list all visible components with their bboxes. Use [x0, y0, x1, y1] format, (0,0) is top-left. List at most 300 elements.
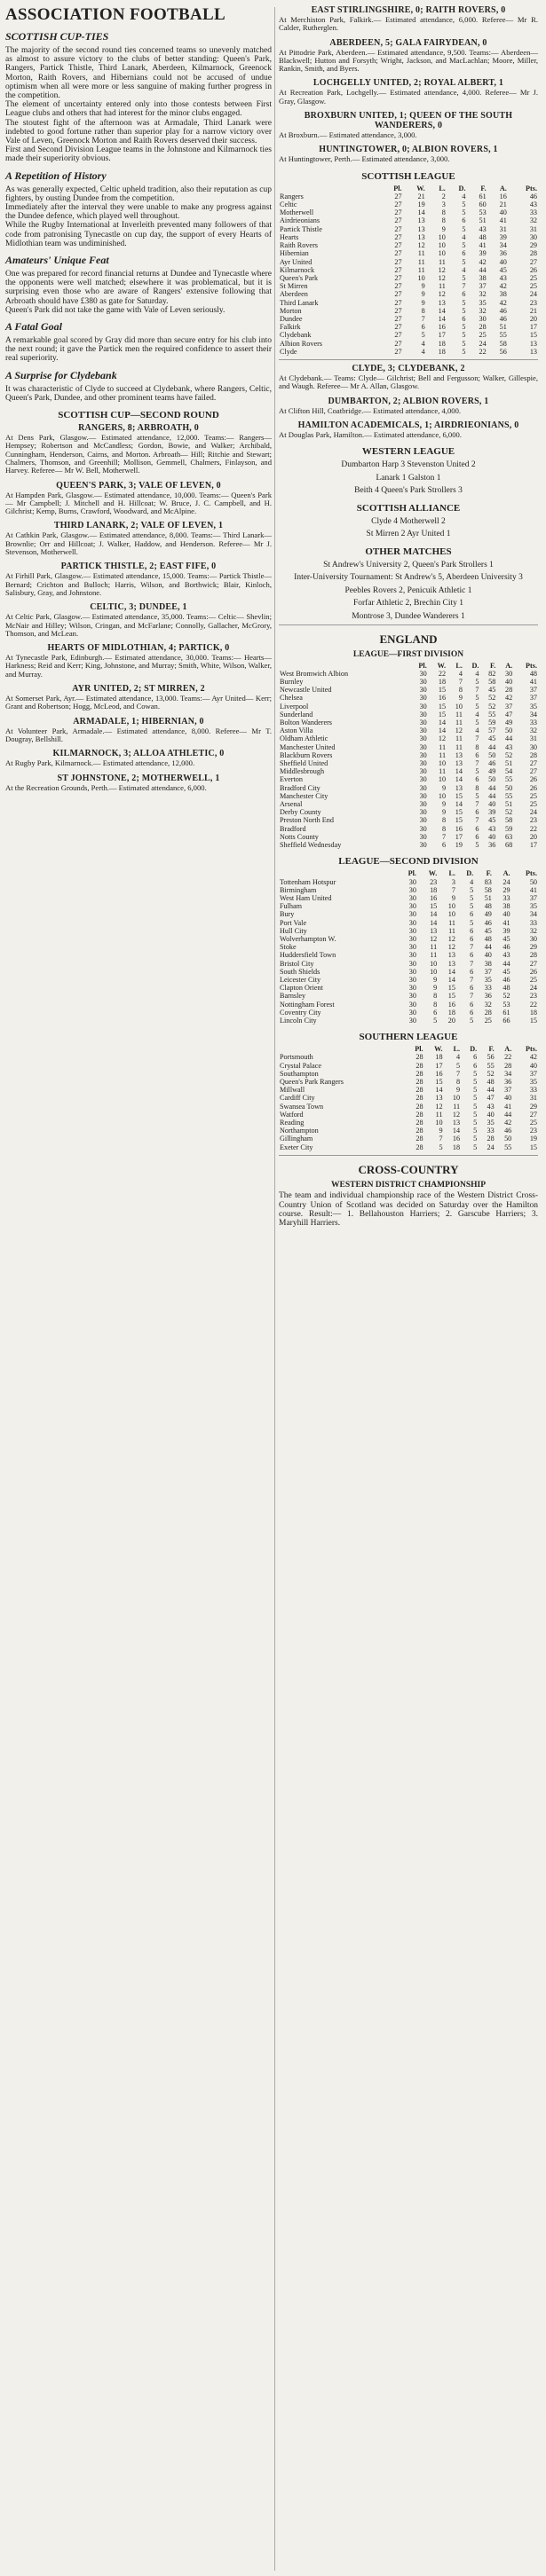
team-name-cell: Celtic [280, 200, 297, 209]
table-row [279, 694, 538, 702]
stat-cell: 32 [484, 1000, 492, 1009]
stat-cell: 20 [529, 832, 537, 841]
stat-cell: 52 [487, 1069, 495, 1078]
stat-cell: 27 [394, 224, 402, 233]
stat-cell: 35 [529, 902, 537, 911]
southern-league-table [279, 1045, 538, 1151]
stat-cell: 15 [447, 984, 455, 993]
stat-cell: 3 [451, 877, 455, 886]
match-report [279, 5, 538, 33]
team-name-cell: Middlesbrough [280, 767, 325, 776]
match-result-title: AYR UNITED, 2; ST MIRREN, 2 [72, 684, 205, 695]
stat-cell: 30 [419, 702, 427, 711]
stat-cell: 7 [470, 959, 474, 968]
team-name-cell: Sunderland [280, 710, 313, 719]
result-line: Clyde 4 Motherwell 2 [371, 516, 446, 526]
team-name-cell: Clydebank [280, 331, 312, 340]
stat-cell: 7 [475, 686, 479, 695]
stat-cell: 8 [475, 742, 479, 751]
england-first-division-subheading: LEAGUE—FIRST DIVISION [352, 650, 464, 660]
stat-cell: 14 [452, 1127, 461, 1135]
stat-cell: 6 [470, 910, 474, 919]
stat-cell: 28 [415, 1118, 423, 1127]
table-header-cell: L. [455, 661, 463, 670]
stat-cell: 11 [430, 951, 438, 960]
stat-cell: 38 [479, 273, 487, 282]
table-row [279, 751, 538, 759]
stat-cell: 56 [499, 347, 507, 356]
table-row [279, 992, 538, 1000]
stat-cell: 24 [487, 1143, 495, 1151]
stat-cell: 5 [475, 791, 479, 800]
table-row [279, 348, 538, 356]
stat-cell: 59 [505, 824, 513, 833]
stat-cell: 28 [504, 1061, 512, 1070]
stat-cell: 43 [505, 742, 513, 751]
team-name-cell: Reading [280, 1118, 305, 1127]
stat-cell: 49 [505, 719, 513, 727]
table-row [279, 734, 538, 742]
stat-cell: 11 [435, 1110, 443, 1119]
stat-cell: 63 [505, 832, 513, 841]
article-paragraph: Queen's Park did not take the game with Vale of Leven seriously. [5, 305, 226, 315]
team-name-cell: Newcastle United [280, 686, 332, 695]
stat-cell: 21 [529, 306, 537, 315]
stat-cell: 55 [505, 775, 513, 784]
article-paragraph: While the Rugby International at Inverleith prevented many followers of that code from patronising Tynecastle on cup day, the support of every Hearts of Midlothian team was undiminished. [5, 221, 272, 248]
table-header-cell: D. [466, 869, 474, 878]
stat-cell: 12 [438, 734, 447, 743]
table-row [279, 1135, 538, 1143]
stat-cell: 14 [435, 1086, 443, 1095]
table-header-cell: L. [448, 869, 455, 878]
table-row [279, 258, 538, 266]
stat-cell: 61 [502, 1008, 510, 1017]
stat-cell: 40 [488, 800, 496, 809]
table-row [279, 878, 538, 886]
team-name-cell: Arsenal [280, 800, 303, 809]
stat-cell: 34 [529, 910, 537, 919]
team-name-cell: Airdrieonians [280, 216, 320, 225]
team-name-cell: Gillingham [280, 1135, 313, 1143]
stat-cell: 58 [488, 678, 496, 687]
stat-cell: 40 [502, 910, 510, 919]
stat-cell: 13 [455, 750, 463, 759]
stat-cell: 53 [479, 208, 487, 217]
stat-cell: 7 [451, 885, 455, 894]
team-name-cell: Crystal Palace [280, 1061, 322, 1070]
stat-cell: 30 [419, 791, 427, 800]
stat-cell: 16 [452, 1135, 461, 1143]
match-result-title: HUNTINGTOWER, 0; ALBION ROVERS, 1 [319, 145, 498, 155]
table-row [279, 192, 538, 200]
stat-cell: 4 [458, 669, 463, 678]
team-name-cell: Bury [280, 910, 295, 919]
table-header-cell: L. [439, 184, 446, 192]
stat-cell: 27 [394, 339, 402, 348]
table-row [279, 225, 538, 233]
stat-cell: 46 [502, 943, 510, 952]
second-division-heading: LEAGUE—SECOND DIVISION [338, 856, 479, 868]
match-result-details: At Rugby Park, Kilmarnock.— Estimated attendance, 12,000. [5, 758, 195, 768]
stat-cell: 38 [484, 959, 492, 968]
stat-cell: 44 [504, 1110, 512, 1119]
table-header-cell [279, 869, 397, 877]
match-report [5, 423, 272, 475]
stat-cell: 30 [408, 877, 416, 886]
table-row [279, 767, 538, 775]
stat-cell: 21 [499, 200, 507, 209]
team-name-cell: Bradford City [280, 783, 320, 792]
table-header-cell: A. [504, 1045, 512, 1054]
stat-cell: 5 [462, 339, 466, 348]
team-name-cell: Tottenham Hotspur [280, 877, 336, 886]
stat-cell: 43 [499, 273, 507, 282]
match-result-details: At Cathkin Park, Glasgow.— Estimated attendance, 8,000. Teams:— Third Lanark— Brownlie; Orr and Hillcoat; J. Walker, Haddow, and Henderson. Referee— Mr J. Stevenson, Motherwell. [5, 530, 272, 557]
stat-cell: 14 [438, 719, 447, 727]
stat-cell: 57 [488, 726, 496, 735]
stat-cell: 45 [502, 967, 510, 976]
match-result-details: At Pittodrie Park, Aberdeen.— Estimated attendance, 9,500. Teams:— Aberdeen— Blackwell; Hutton and Forsyth; Wright, Jackson, and MacLachlan; Moore, Miller, Rankin, Smith, and Byers. [279, 47, 538, 74]
table-row [279, 340, 538, 348]
match-result-details: At Firhill Park, Glasgow.— Estimated attendance, 15,000. Teams:— Partick Thistle— Bernard; Crichton and Bulloch; Harris, Wilson, and Borthwick; Blair, Kinloch, Salisbury, Gray, and Johnstone. [5, 571, 272, 597]
match-result-title: DUMBARTON, 2; ALBION ROVERS, 1 [328, 396, 489, 406]
team-name-cell: Everton [280, 775, 303, 784]
team-name-cell: Aston Villa [280, 726, 313, 735]
stat-cell: 14 [438, 306, 446, 315]
stat-cell: 12 [438, 273, 446, 282]
stat-cell: 58 [499, 339, 507, 348]
table-header-cell: D. [470, 1045, 478, 1054]
stat-cell: 33 [502, 893, 510, 902]
stat-cell: 30 [419, 824, 427, 833]
table-row [279, 703, 538, 711]
stat-cell: 5 [421, 331, 425, 340]
stat-cell: 8 [421, 306, 425, 315]
stat-cell: 5 [473, 1086, 478, 1095]
stat-cell: 7 [475, 800, 479, 809]
stat-cell: 4 [475, 669, 479, 678]
england-heading: ENGLAND [379, 632, 438, 647]
stat-cell: 11 [455, 742, 463, 751]
stat-cell: 51 [505, 759, 513, 768]
stat-cell: 5 [462, 241, 466, 250]
stat-cell: 8 [456, 1077, 461, 1086]
match-result-details: At Somerset Park, Ayr.— Estimated attendance, 13,000. Teams:— Ayr United— Kerr; Grant and Robertson; Hogg, McLeod, and Cowan. [5, 694, 272, 711]
stat-cell: 30 [419, 694, 427, 703]
stat-cell: 5 [433, 1016, 438, 1025]
stat-cell: 12 [447, 934, 455, 943]
table-header-cell: F. [486, 869, 492, 878]
stat-cell: 40 [484, 951, 492, 960]
stat-cell: 46 [484, 918, 492, 927]
result-line: Inter-University Tournament: St Andrew's 5, Aberdeen University 3 [294, 573, 523, 583]
stat-cell: 8 [433, 992, 438, 1001]
stat-cell: 42 [479, 257, 487, 266]
stat-cell: 45 [488, 816, 496, 825]
stat-cell: 45 [488, 734, 496, 743]
stat-cell: 29 [529, 241, 537, 250]
match-result-details: At Dens Park, Glasgow.— Estimated attendance, 12,000. Teams:— Rangers— Hempsey; Robertson and McCandless; Gordon, Bowie, and Walker; Archibald, Cunningham, Henderson, Cairns, and Morton. Arbroath— Hill; Ritchie and Stewart; Chalmers, Thomson, and Greenhill; Mollison, Gemmell, Chalmers, Finlayson, and Harvey. Referee— Mr W. Bell, Motherwell. [5, 433, 272, 475]
stat-cell: 13 [455, 759, 463, 768]
stat-cell: 39 [488, 808, 496, 817]
result-line: Montrose 3, Dundee Wanderers 1 [352, 611, 465, 621]
team-name-cell: Rangers [280, 192, 304, 200]
table-header-cell: Pts. [526, 661, 537, 670]
stat-cell: 30 [505, 669, 513, 678]
stat-cell: 10 [430, 959, 438, 968]
stat-cell: 45 [488, 686, 496, 695]
left-column [5, 5, 272, 797]
stat-cell: 5 [470, 902, 474, 911]
match-report [5, 717, 272, 744]
team-name-cell: West Bromwich Albion [280, 669, 349, 678]
stat-cell: 4 [421, 339, 425, 348]
stat-cell: 16 [438, 694, 447, 703]
table-row [279, 800, 538, 808]
stat-cell: 27 [394, 200, 402, 209]
stat-cell: 27 [394, 306, 402, 315]
table-header-row [279, 662, 538, 670]
stat-cell: 6 [475, 824, 479, 833]
stat-cell: 47 [505, 710, 513, 719]
stat-cell: 5 [462, 347, 466, 356]
stat-cell: 5 [462, 306, 466, 315]
section-heading-repetition: A Repetition of History [5, 169, 107, 182]
stat-cell: 29 [529, 943, 537, 952]
match-result-details: At Douglas Park, Hamilton.— Estimated attendance, 6,000. [279, 429, 462, 439]
stat-cell: 7 [475, 734, 479, 743]
result-line: Dumbarton Harp 3 Stevenston United 2 [341, 460, 476, 470]
stat-cell: 28 [415, 1069, 423, 1078]
stat-cell: 17 [529, 841, 537, 850]
stat-cell: 10 [417, 273, 425, 282]
stat-cell: 30 [419, 734, 427, 743]
stat-cell: 17 [529, 323, 537, 332]
stat-cell: 19 [529, 1135, 537, 1143]
page-title: ASSOCIATION FOOTBALL [5, 5, 226, 24]
table-row [279, 1111, 538, 1119]
article-paragraph: It was characteristic of Clyde to succeed at Clydebank, where Rangers, Celtic, Queen's Park, Dundee, and other prominent teams have failed. [5, 384, 272, 403]
stat-cell: 10 [438, 759, 447, 768]
team-name-cell: Clyde [280, 347, 297, 356]
stat-cell: 25 [529, 800, 537, 809]
team-name-cell: Third Lanark [280, 298, 319, 307]
table-header-cell: Pl. [408, 869, 416, 878]
stat-cell: 8 [441, 816, 447, 825]
stat-cell: 5 [475, 678, 479, 687]
table-header-cell: Pl. [418, 661, 427, 670]
match-report [5, 643, 272, 679]
team-name-cell: Nottingham Forest [280, 1000, 335, 1009]
stat-cell: 27 [529, 767, 537, 776]
match-report [5, 684, 272, 711]
stat-cell: 27 [394, 265, 402, 274]
team-name-cell: Blackburn Rovers [280, 750, 333, 759]
stat-cell: 30 [408, 992, 416, 1001]
stat-cell: 41 [502, 918, 510, 927]
stat-cell: 37 [529, 893, 537, 902]
stat-cell: 55 [505, 791, 513, 800]
team-name-cell: Derby County [280, 808, 321, 817]
table-header-cell: A. [499, 184, 507, 192]
stat-cell: 29 [502, 885, 510, 894]
stat-cell: 38 [502, 902, 510, 911]
stat-cell: 22 [529, 824, 537, 833]
stat-cell: 15 [447, 992, 455, 1001]
team-name-cell: Bristol City [280, 959, 314, 968]
stat-cell: 18 [435, 1053, 443, 1062]
stat-cell: 18 [529, 1008, 537, 1017]
stat-cell: 52 [502, 992, 510, 1001]
stat-cell: 24 [529, 984, 537, 993]
cross-country-subheading: WESTERN DISTRICT CHAMPIONSHIP [330, 1180, 487, 1190]
stat-cell: 15 [455, 808, 463, 817]
table-row [279, 1017, 538, 1025]
stat-cell: 31 [529, 224, 537, 233]
stat-cell: 37 [529, 694, 537, 703]
stat-cell: 46 [504, 1127, 512, 1135]
stat-cell: 30 [419, 710, 427, 719]
table-header-cell: W. [434, 1045, 443, 1054]
stat-cell: 5 [470, 918, 474, 927]
result-line: Forfar Athletic 2, Brechin City 1 [352, 599, 463, 609]
team-name-cell: Hearts [280, 232, 299, 241]
stat-cell: 30 [419, 800, 427, 809]
table-header-cell: F. [488, 1045, 495, 1054]
stat-cell: 40 [488, 832, 496, 841]
stat-cell: 47 [487, 1094, 495, 1103]
stat-cell: 37 [529, 1069, 537, 1078]
table-row [279, 968, 538, 976]
match-result-title: EAST STIRLINGSHIRE, 0; RAITH ROVERS, 0 [311, 5, 506, 15]
stat-cell: 5 [473, 1135, 478, 1143]
article-paragraph: As was generally expected, Celtic upheld tradition, also their reputation as cup fighters, by ousting Dundee from the competition. [5, 185, 272, 203]
team-name-cell: Coventry City [280, 1008, 321, 1017]
stat-cell: 30 [419, 742, 427, 751]
stat-cell: 8 [441, 208, 446, 217]
match-result-details: At Merchiston Park, Falkirk.— Estimated attendance, 6,000. Referee— Mr R. Calder, Rutherglen. [279, 15, 538, 33]
match-result-title: THIRD LANARK, 2; VALE OF LEVEN, 1 [53, 521, 224, 531]
match-result-details: At Clydebank.— Teams: Clyde— Gilchrist; Bell and Fergusson; Walker, Gillespie, and Waugh. Referee— Mr A. Allan, Glasgow. [279, 373, 538, 391]
stat-cell: 5 [475, 767, 479, 776]
stat-cell: 14 [430, 910, 438, 919]
stat-cell: 5 [473, 1143, 478, 1151]
table-row [279, 331, 538, 339]
stat-cell: 5 [462, 273, 466, 282]
table-header-row [279, 185, 538, 192]
team-name-cell: Hibernian [280, 249, 309, 258]
stat-cell: 5 [475, 702, 479, 711]
stat-cell: 13 [435, 1094, 443, 1103]
stat-cell: 7 [421, 314, 425, 323]
divider [279, 1155, 538, 1156]
match-result-details: At Huntingtower, Perth.— Estimated attendance, 3,000. [279, 154, 450, 164]
stat-cell: 27 [394, 232, 402, 241]
stat-cell: 28 [415, 1127, 423, 1135]
stat-cell: 40 [499, 208, 507, 217]
stat-cell: 49 [484, 910, 492, 919]
stat-cell: 11 [439, 742, 447, 751]
stat-cell: 15 [430, 902, 438, 911]
stat-cell: 6 [433, 1008, 438, 1017]
stat-cell: 10 [438, 241, 446, 250]
stat-cell: 26 [529, 775, 537, 784]
stat-cell: 28 [415, 1102, 423, 1111]
stat-cell: 30 [408, 1016, 416, 1025]
match-result-title: PARTICK THISTLE, 2; EAST FIFE, 0 [60, 562, 217, 572]
stat-cell: 46 [529, 192, 537, 200]
table-header-cell: Pl. [393, 184, 402, 192]
stat-cell: 48 [484, 902, 492, 911]
stat-cell: 35 [529, 1077, 537, 1086]
stat-cell: 51 [484, 893, 492, 902]
stat-cell: 36 [504, 1077, 512, 1086]
article-paragraph: The element of uncertainty entered only into those contests between First League clubs and others that had interest for the minor clubs engaged. [5, 100, 272, 119]
stat-cell: 22 [479, 347, 487, 356]
stat-cell: 11 [453, 1102, 461, 1111]
stat-cell: 26 [529, 967, 537, 976]
stat-cell: 55 [504, 1143, 512, 1151]
article-paragraph: The stoutest fight of the afternoon was at Armadale, Third Lanark were indebted to good fortune rather than superior play for a narrow victory over Vale of Leven, Greenock Morton and Raith Rovers deserved their success. [5, 118, 272, 146]
stat-cell: 9 [433, 984, 438, 993]
stat-cell: 11 [417, 249, 425, 258]
table-row [279, 910, 538, 918]
results-list-mid [279, 364, 538, 439]
team-name-cell: Chelsea [280, 694, 303, 703]
english-first-division-table [279, 662, 538, 850]
match-report [279, 364, 538, 391]
stat-cell: 30 [408, 885, 416, 894]
stat-cell: 14 [447, 967, 455, 976]
table-row [279, 984, 538, 992]
table-header-row [279, 1045, 538, 1053]
table-row [279, 274, 538, 282]
stat-cell: 10 [455, 702, 463, 711]
team-name-cell: Birmingham [280, 885, 317, 894]
stat-cell: 24 [479, 339, 487, 348]
stat-cell: 14 [438, 314, 446, 323]
table-row [279, 1062, 538, 1070]
stat-cell: 55 [499, 331, 507, 340]
stat-cell: 23 [529, 992, 537, 1001]
match-report [5, 774, 272, 792]
match-result-details: At Tynecastle Park, Edinburgh.— Estimated attendance, 30,000. Teams:— Hearts— Harkness; Reid and Kerr; King, Johnstone, and Murray; Smith, White, Wilson, Walker, and Murray. [5, 653, 272, 679]
stat-cell: 42 [505, 694, 513, 703]
stat-cell: 30 [419, 767, 427, 776]
stat-cell: 41 [529, 885, 537, 894]
stat-cell: 21 [417, 192, 425, 200]
stat-cell: 6 [470, 984, 474, 993]
stat-cell: 27 [394, 331, 402, 340]
stat-cell: 13 [452, 1118, 461, 1127]
stat-cell: 15 [455, 816, 463, 825]
team-name-cell: Watford [280, 1110, 304, 1119]
team-name-cell: Barnsley [280, 992, 306, 1001]
table-header-cell [279, 1045, 405, 1053]
stat-cell: 6 [462, 216, 466, 225]
stat-cell: 7 [470, 992, 474, 1001]
table-header-cell: A. [502, 869, 510, 878]
result-line: Peebles Rovers 2, Penicuik Athletic 1 [344, 585, 472, 595]
stat-cell: 37 [504, 1086, 512, 1095]
match-result-details: At Broxburn.— Estimated attendance, 3,000. [279, 130, 417, 140]
table-row [279, 816, 538, 824]
team-name-cell: Morton [280, 306, 302, 315]
stat-cell: 30 [408, 902, 416, 911]
article-paragraph: First and Second Division League teams in the Johnstone and Kilmarnock ties made their superiority obvious. [5, 145, 272, 164]
stat-cell: 6 [470, 1000, 474, 1009]
